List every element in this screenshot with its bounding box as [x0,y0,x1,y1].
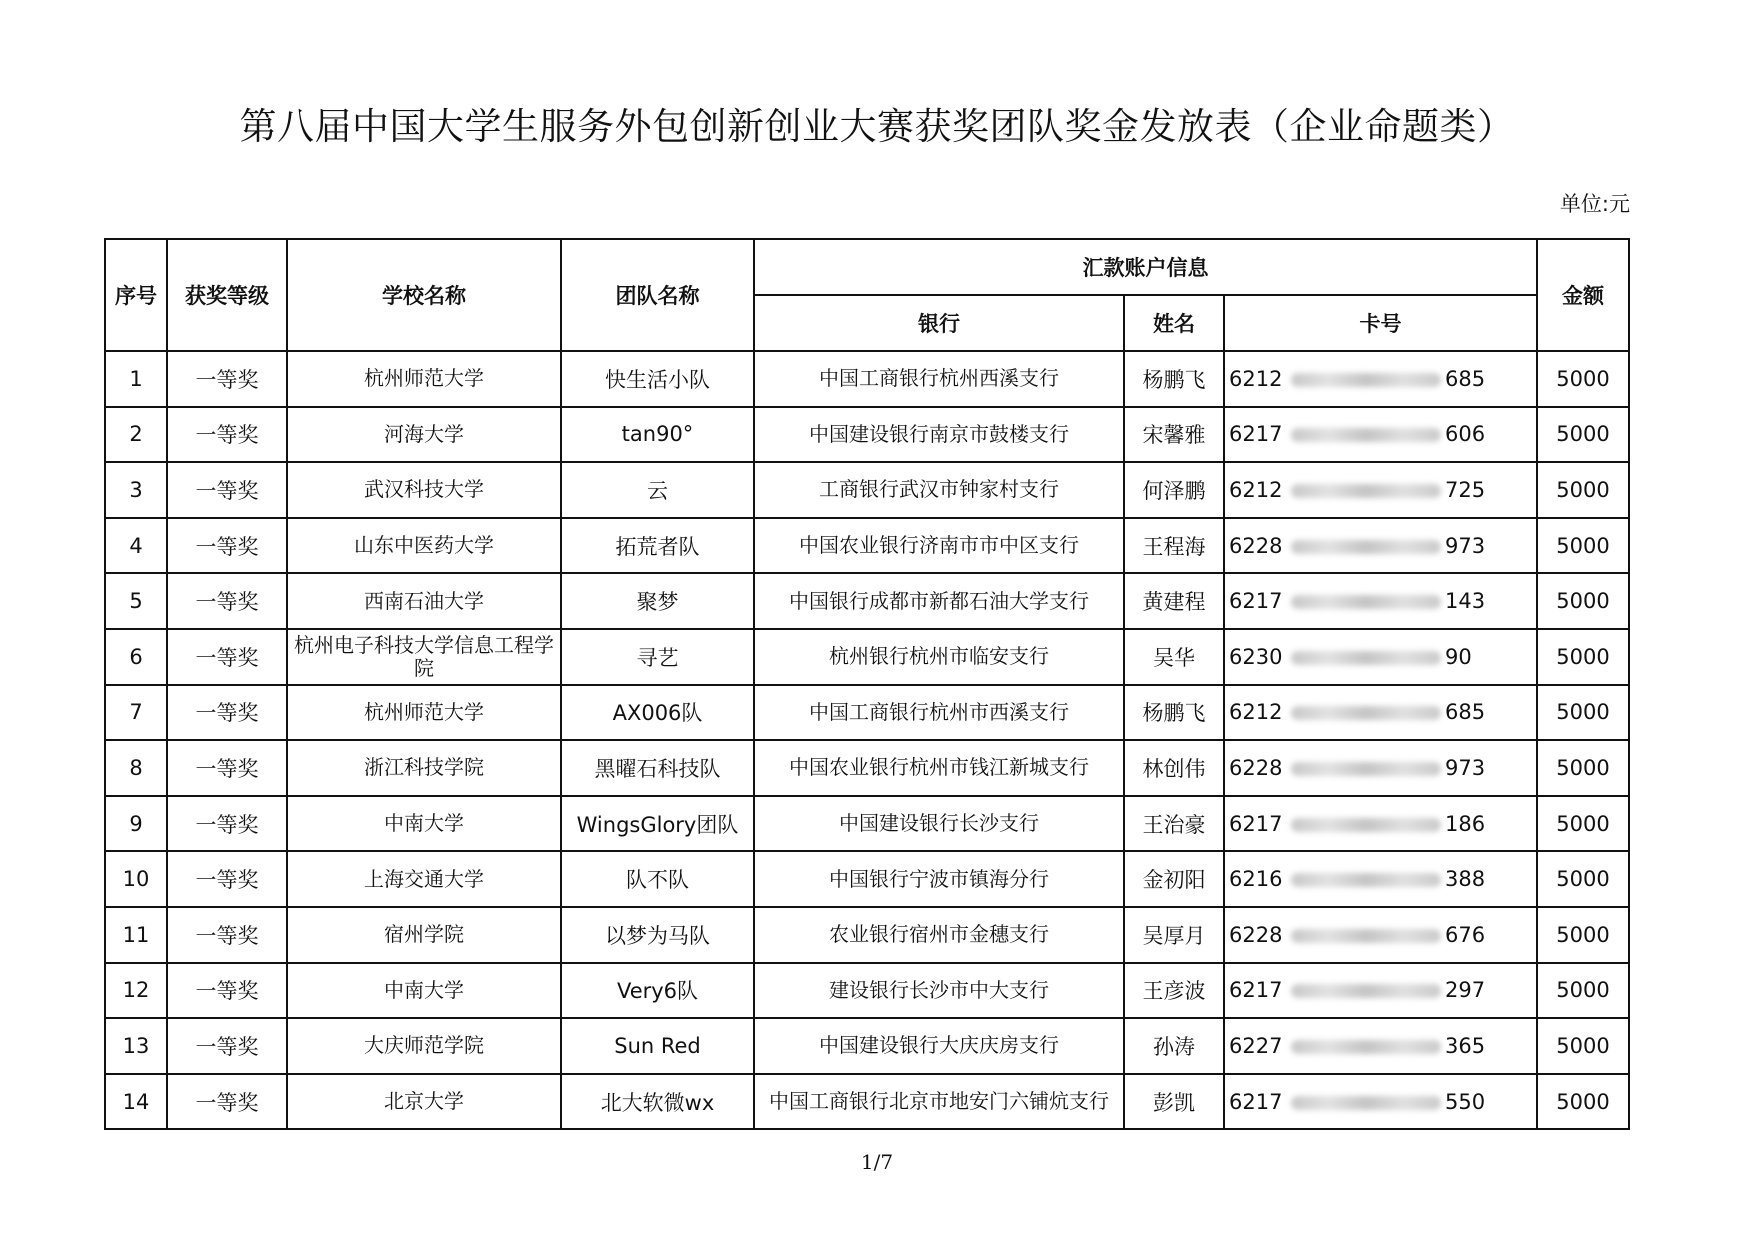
row-amount: 5000 [1537,1018,1629,1074]
row-card-number [1224,462,1537,518]
card-prefix: 6217 [1229,1089,1283,1114]
row-team: tan90° [561,407,754,463]
row-amount: 5000 [1537,685,1629,741]
row-bank: 中国农业银行济南市市中区支行 [754,518,1124,574]
row-name: 孙涛 [1124,1018,1224,1074]
header-index: 序号 [105,239,167,351]
row-award: 一等奖 [167,907,287,963]
row-name: 杨鹏飞 [1124,685,1224,741]
table-row [105,518,1629,574]
row-team: 北大软微wx [561,1074,754,1130]
row-bank: 中国建设银行南京市鼓楼支行 [754,407,1124,463]
row-card-number [1224,351,1537,407]
row-card-number [1224,685,1537,741]
row-school: 山东中医药大学 [287,518,561,574]
row-card-number [1224,407,1537,463]
row-amount: 5000 [1537,351,1629,407]
row-amount: 5000 [1537,573,1629,629]
row-team: Sun Red [561,1018,754,1074]
row-amount: 5000 [1537,407,1629,463]
row-name: 王治豪 [1124,796,1224,852]
table-row [105,407,1629,463]
card-prefix: 6230 [1229,644,1283,669]
award-table [104,238,1630,1130]
card-redaction-blur [1291,929,1441,943]
card-prefix: 6227 [1229,1033,1283,1058]
row-index: 3 [105,462,167,518]
row-bank: 中国银行成都市新都石油大学支行 [754,573,1124,629]
row-amount: 5000 [1537,851,1629,907]
row-award: 一等奖 [167,573,287,629]
row-school: 杭州师范大学 [287,351,561,407]
row-school: 西南石油大学 [287,573,561,629]
row-award: 一等奖 [167,685,287,741]
row-award: 一等奖 [167,796,287,852]
row-team: 寻艺 [561,629,754,685]
card-suffix: 973 [1445,755,1486,780]
card-prefix: 6217 [1229,978,1283,1003]
row-school: 北京大学 [287,1074,561,1130]
card-suffix: 388 [1445,867,1486,892]
row-team: WingsGlory团队 [561,796,754,852]
row-school: 大庆师范学院 [287,1018,561,1074]
header-card: 卡号 [1224,295,1537,351]
card-suffix: 685 [1445,366,1486,391]
card-suffix: 973 [1445,533,1486,558]
row-school: 上海交通大学 [287,851,561,907]
row-index: 7 [105,685,167,741]
card-prefix: 6228 [1229,755,1283,780]
row-index: 11 [105,907,167,963]
row-amount: 5000 [1537,740,1629,796]
card-suffix: 550 [1445,1089,1486,1114]
card-suffix: 90 [1445,644,1472,669]
row-index: 5 [105,573,167,629]
row-bank: 中国工商银行杭州市西溪支行 [754,685,1124,741]
card-redaction-blur [1291,706,1441,720]
row-team: 以梦为马队 [561,907,754,963]
table-row [105,1018,1629,1074]
card-suffix: 186 [1445,811,1486,836]
row-name: 杨鹏飞 [1124,351,1224,407]
row-team: 拓荒者队 [561,518,754,574]
row-index: 8 [105,740,167,796]
page-number: 1/7 [860,1150,894,1174]
row-card-number [1224,851,1537,907]
card-suffix: 365 [1445,1033,1486,1058]
row-bank: 工商银行武汉市钟家村支行 [754,462,1124,518]
card-prefix: 6228 [1229,922,1283,947]
row-bank: 中国建设银行大庆庆房支行 [754,1018,1124,1074]
table-row [105,907,1629,963]
row-card-number [1224,518,1537,574]
card-suffix: 725 [1445,477,1486,502]
row-team: 云 [561,462,754,518]
row-name: 何泽鹏 [1124,462,1224,518]
row-amount: 5000 [1537,1074,1629,1130]
row-name: 宋馨雅 [1124,407,1224,463]
card-suffix: 297 [1445,978,1486,1003]
row-amount: 5000 [1537,796,1629,852]
table-body [105,351,1629,1129]
row-bank: 中国工商银行北京市地安门六铺炕支行 [754,1074,1124,1130]
row-name: 吴厚月 [1124,907,1224,963]
card-suffix: 606 [1445,422,1486,447]
row-bank: 中国农业银行杭州市钱江新城支行 [754,740,1124,796]
card-prefix: 6217 [1229,589,1283,614]
table-row [105,963,1629,1019]
row-index: 1 [105,351,167,407]
row-school: 河海大学 [287,407,561,463]
table-row [105,851,1629,907]
row-award: 一等奖 [167,518,287,574]
row-name: 林创伟 [1124,740,1224,796]
card-redaction-blur [1291,428,1441,442]
row-bank: 杭州银行杭州市临安支行 [754,629,1124,685]
row-amount: 5000 [1537,629,1629,685]
row-name: 黄建程 [1124,573,1224,629]
card-redaction-blur [1291,373,1441,387]
row-bank: 中国银行宁波市镇海分行 [754,851,1124,907]
card-redaction-blur [1291,484,1441,498]
row-index: 9 [105,796,167,852]
row-school: 中南大学 [287,963,561,1019]
header-account: 汇款账户信息 [754,239,1537,295]
row-amount: 5000 [1537,907,1629,963]
row-school: 武汉科技大学 [287,462,561,518]
row-index: 10 [105,851,167,907]
header-award: 获奖等级 [167,239,287,351]
card-suffix: 685 [1445,700,1486,725]
row-school: 宿州学院 [287,907,561,963]
row-card-number [1224,907,1537,963]
row-award: 一等奖 [167,407,287,463]
row-bank: 农业银行宿州市金穗支行 [754,907,1124,963]
row-award: 一等奖 [167,740,287,796]
card-redaction-blur [1291,1096,1441,1110]
row-name: 吴华 [1124,629,1224,685]
row-index: 4 [105,518,167,574]
card-prefix: 6217 [1229,811,1283,836]
card-prefix: 6212 [1229,477,1283,502]
row-index: 2 [105,407,167,463]
row-card-number [1224,1074,1537,1130]
header-bank: 银行 [754,295,1124,351]
row-school: 浙江科技学院 [287,740,561,796]
card-suffix: 143 [1445,589,1486,614]
row-team: 黑曜石科技队 [561,740,754,796]
row-team: 快生活小队 [561,351,754,407]
row-name: 金初阳 [1124,851,1224,907]
card-redaction-blur [1291,762,1441,776]
row-team: AX006队 [561,685,754,741]
row-team: Very6队 [561,963,754,1019]
card-redaction-blur [1291,984,1441,998]
row-award: 一等奖 [167,963,287,1019]
card-redaction-blur [1291,651,1441,665]
card-prefix: 6217 [1229,422,1283,447]
table-row [105,685,1629,741]
row-card-number [1224,796,1537,852]
row-name: 彭凯 [1124,1074,1224,1130]
row-school: 杭州师范大学 [287,685,561,741]
row-card-number [1224,740,1537,796]
row-award: 一等奖 [167,851,287,907]
card-redaction-blur [1291,540,1441,554]
card-redaction-blur [1291,1040,1441,1054]
table-row [105,796,1629,852]
row-award: 一等奖 [167,462,287,518]
row-amount: 5000 [1537,518,1629,574]
row-card-number [1224,629,1537,685]
row-name: 王程海 [1124,518,1224,574]
row-team: 队不队 [561,851,754,907]
card-suffix: 676 [1445,922,1486,947]
row-award: 一等奖 [167,1018,287,1074]
table-row [105,351,1629,407]
header-school: 学校名称 [287,239,561,351]
row-amount: 5000 [1537,462,1629,518]
card-redaction-blur [1291,873,1441,887]
row-award: 一等奖 [167,1074,287,1130]
table-row [105,740,1629,796]
row-team: 聚梦 [561,573,754,629]
row-card-number [1224,573,1537,629]
card-prefix: 6228 [1229,533,1283,558]
document-title: 第八届中国大学生服务外包创新创业大赛获奖团队奖金发放表（企业命题类） [239,105,1515,148]
row-bank: 中国工商银行杭州西溪支行 [754,351,1124,407]
row-card-number [1224,1018,1537,1074]
row-card-number [1224,963,1537,1019]
row-index: 14 [105,1074,167,1130]
header-amount: 金额 [1537,239,1629,351]
table-row [105,629,1629,685]
row-award: 一等奖 [167,629,287,685]
table-row [105,462,1629,518]
row-index: 13 [105,1018,167,1074]
card-prefix: 6212 [1229,700,1283,725]
row-index: 6 [105,629,167,685]
card-prefix: 6216 [1229,867,1283,892]
row-school: 杭州电子科技大学信息工程学院 [287,629,561,685]
row-bank: 中国建设银行长沙支行 [754,796,1124,852]
row-name: 王彦波 [1124,963,1224,1019]
row-bank: 建设银行长沙市中大支行 [754,963,1124,1019]
unit-label: 单位:元 [1559,192,1630,216]
card-redaction-blur [1291,595,1441,609]
header-team: 团队名称 [561,239,754,351]
card-redaction-blur [1291,818,1441,832]
row-school: 中南大学 [287,796,561,852]
card-prefix: 6212 [1229,366,1283,391]
row-award: 一等奖 [167,351,287,407]
table-row [105,573,1629,629]
row-amount: 5000 [1537,963,1629,1019]
header-name: 姓名 [1124,295,1224,351]
table-row [105,1074,1629,1130]
row-index: 12 [105,963,167,1019]
